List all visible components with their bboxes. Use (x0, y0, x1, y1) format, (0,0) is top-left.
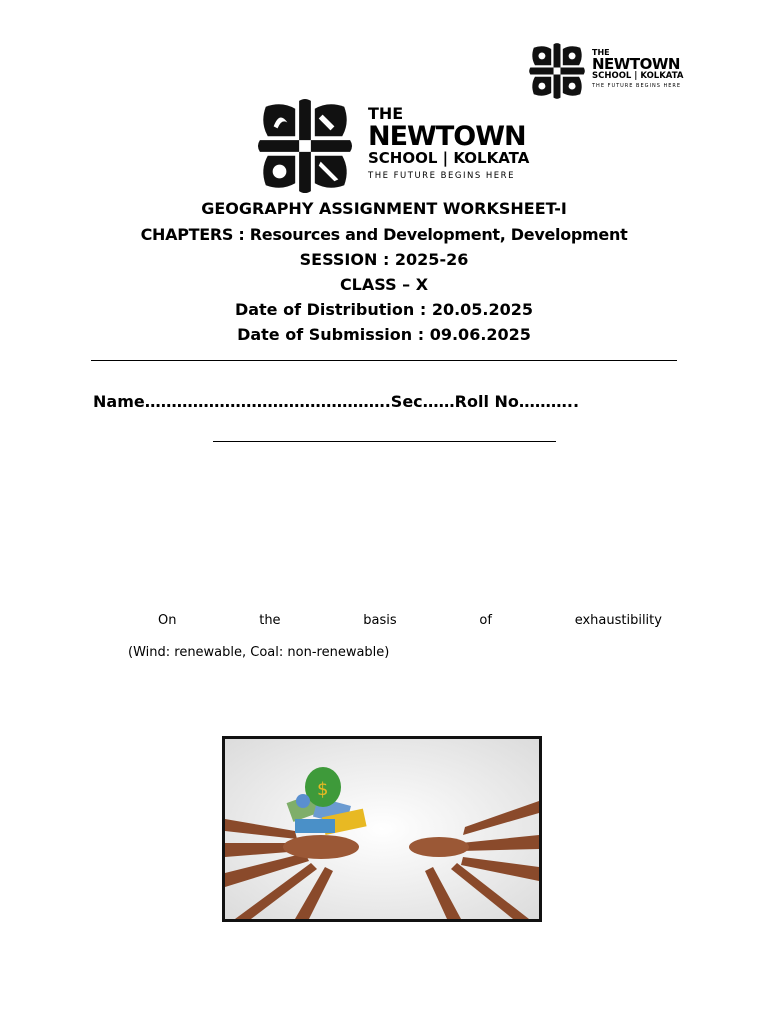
word: of (479, 613, 492, 628)
worksheet-title: GEOGRAPHY ASSIGNMENT WORKSHEET-I (201, 199, 567, 218)
logo-the: THE (592, 48, 610, 58)
word: On (158, 613, 177, 628)
class-line: CLASS – X (339, 275, 429, 294)
student-details-line: Name……………………………………….Sec……Roll No……….. (93, 392, 580, 411)
hands-sharing-money-image (222, 736, 542, 922)
distribution-date: Date of Distribution : 20.05.2025 (234, 300, 534, 319)
logo-name: NEWTOWN (368, 120, 526, 152)
school-logo-small (528, 42, 683, 100)
illustration (225, 739, 539, 919)
svg-text:$: $ (317, 779, 329, 800)
divider (91, 360, 677, 361)
submission-date: Date of Submission : 09.06.2025 (237, 325, 531, 344)
logo-tagline: THE FUTURE BEGINS HERE (368, 170, 515, 181)
justified-text-line (158, 613, 662, 628)
logo-name: NEWTOWN (592, 55, 680, 74)
logo-tagline: THE FUTURE BEGINS HERE (592, 82, 682, 89)
logo-the: THE (368, 103, 404, 123)
school-logo-large (254, 97, 529, 195)
chapters-line: CHAPTERS : Resources and Development, Development (140, 225, 628, 244)
resource-example-note: (Wind: renewable, Coal: non-renewable) (128, 645, 390, 660)
logo-school: SCHOOL | KOLKATA (592, 71, 684, 82)
word: exhaustibility (574, 613, 662, 628)
word: basis (363, 613, 397, 628)
cross-emblem-icon (528, 42, 586, 100)
session-line: SESSION : 2025-26 (299, 250, 469, 269)
divider (213, 441, 556, 442)
word: the (259, 613, 281, 628)
logo-school: SCHOOL | KOLKATA (368, 148, 530, 167)
cross-emblem-icon (254, 97, 356, 195)
